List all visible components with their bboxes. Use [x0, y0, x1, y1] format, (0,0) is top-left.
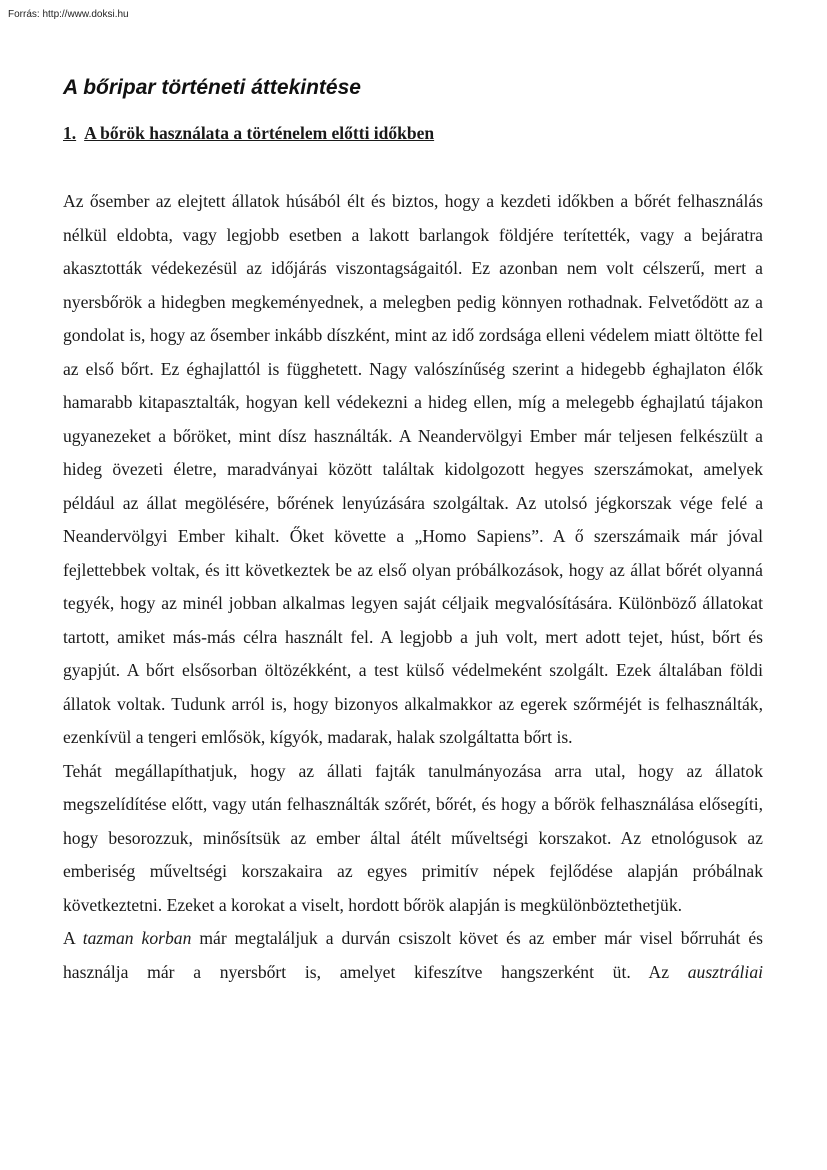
section-number: 1. — [63, 123, 77, 143]
document-body — [63, 185, 763, 989]
paragraph-2: Tehát megállapíthatjuk, hogy az állati fajták tanulmányozása arra utal, hogy az állatok megszelídítése előtt, vagy után felhasználták szőrét, bőrét, és hogy a bőrök felhasználása elősegíti, hogy besorozzuk, minősítsük az ember által átélt műveltségi korszakot. Az etnológusok az emberiség műveltségi korszakaira az egyes primitív népek fejlődése alapján próbálnak következtetni. Ezeket a korokat a viselt, hordott bőrök alapján is megkülönböztethetjük. — [63, 760, 763, 915]
paragraph-3-text-a: A — [63, 928, 83, 948]
document-title: A bőripar történeti áttekintése — [63, 76, 361, 99]
paragraph-3 — [63, 922, 763, 989]
paragraph-3-emphasis-ausztraliai: ausztráliai — [687, 961, 763, 982]
section-heading — [63, 123, 434, 144]
section-heading-text: A bőrök használata a történelem előtti időkben — [84, 123, 435, 143]
paragraph-3-emphasis-tazman: tazman korban — [82, 928, 192, 948]
source-url: Forrás: http://www.doksi.hu — [8, 9, 129, 20]
paragraph-3-text-b: már megtaláljuk a durván csiszolt követ és az ember már visel bőrruhát és használja már a nyersbőrt is, amelyet kifeszítve hangszerként üt. Az — [63, 928, 764, 982]
paragraph-1: Az ősember az elejtett állatok húsából élt és biztos, hogy a kezdeti időkben a bőrét felhasználás nélkül eldobta, vagy legjobb esetben a lakott barlangok földjére terítették, vagy a bejáratra akasztották védekezésül az időjárás viszontagságaitól. Ez azonban nem volt célszerű, mert a nyersbőrök a hidegben megkeményednek, a melegben pedig könnyen rothadnak. Felvetődött az a gondolat is, hogy az ősember inkább díszként, mint az idő zordsága elleni védelem miatt öltötte fel az első bőrt. Ez éghajlattól is függhetett. Nagy valószínűség szerint a hidegebb éghajlaton élők hamarabb kitapasztalták, hogyan kell védekezni a hideg ellen, míg a melegebb éghajlatú tájakon ugyanezeket a bőröket, mint dísz használták. A Neandervölgyi Ember már teljesen felkészült a hideg övezeti életre, maradványai között találtak kidolgozott hegyes szerszámokat, amelyek például az állat megölésére, bőrének lenyúzására szolgáltak. Az utolsó jégkorszak vége felé a Neandervölgyi Ember kihalt. Őket követte a „Homo Sapiens”. A ő szerszámaik már jóval fejlettebbek voltak, és itt következtek be az első olyan próbálkozások, hogy az állat bőrét olyanná tegyék, hogy az minél jobban alkalmas legyen saját céljaik megvalósítására. Különböző állatokat tartott, amiket más-más célra használt fel. A legjobb a juh volt, mert adott tejet, húst, bőrt és gyapjút. A bőrt elsősorban öltözékként, a test külső védelmeként szolgált. Ezek általában földi állatok voltak. Tudunk arról is, hogy bizonyos alkalmakkor az egerek szőrméjét is felhasználták, ezenkívül a tengeri emlősök, kígyók, madarak, halak szolgáltatta bőrt is. — [63, 191, 763, 747]
